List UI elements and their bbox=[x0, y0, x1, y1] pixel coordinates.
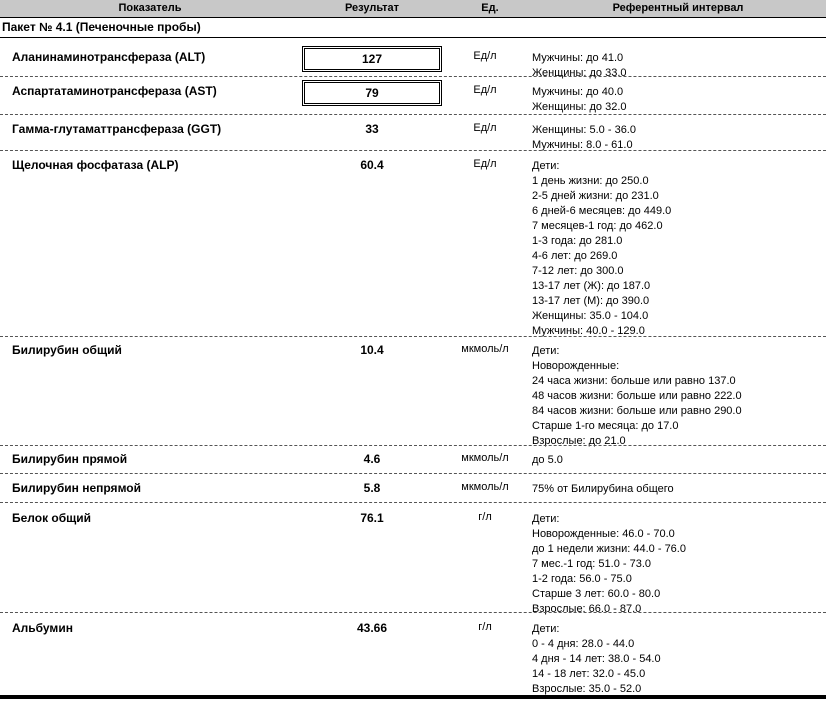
reference-line: 4 дня - 14 лет: 38.0 - 54.0 bbox=[532, 653, 661, 665]
row-separator bbox=[0, 445, 826, 446]
reference-line: Женщины: до 33.0 bbox=[532, 67, 627, 79]
reference-interval bbox=[532, 482, 674, 497]
test-name: Щелочная фосфатаза (ALP) bbox=[12, 158, 179, 172]
reference-line: Мужчины: до 40.0 bbox=[532, 86, 624, 98]
reference-line: Взрослые: 35.0 - 52.0 bbox=[532, 683, 642, 695]
unit: Ед/л bbox=[473, 158, 497, 170]
test-name: Альбумин bbox=[12, 621, 73, 635]
reference-line: Женщины: до 32.0 bbox=[532, 101, 627, 113]
result-value: 5.8 bbox=[363, 481, 381, 495]
table-header bbox=[0, 0, 826, 18]
reference-line: 7 месяцев-1 год: до 462.0 bbox=[532, 220, 663, 232]
reference-line: 0 - 4 дня: 28.0 - 44.0 bbox=[532, 638, 635, 650]
reference-line: Новорожденные: bbox=[532, 360, 620, 372]
row-separator bbox=[0, 502, 826, 503]
reference-line: 48 часов жизни: больше или равно 222.0 bbox=[532, 390, 742, 402]
result-value: 43.66 bbox=[356, 621, 388, 635]
result-value: 76.1 bbox=[360, 511, 384, 525]
test-name: Аспартатаминотрансфераза (AST) bbox=[12, 84, 217, 98]
reference-line: Дети: bbox=[532, 623, 560, 635]
reference-line: Мужчины: 40.0 - 129.0 bbox=[532, 325, 645, 337]
divider bbox=[0, 37, 826, 38]
reference-interval bbox=[532, 622, 661, 697]
reference-line: 13-17 лет (М): до 390.0 bbox=[532, 295, 650, 307]
reference-line: Старше 3 лет: 60.0 - 80.0 bbox=[532, 588, 661, 600]
flagged-result-value: 79 bbox=[302, 80, 442, 106]
reference-interval bbox=[532, 159, 671, 339]
reference-line: 84 часов жизни: больше или равно 290.0 bbox=[532, 405, 742, 417]
bottom-divider bbox=[0, 695, 826, 699]
header-name: Показатель bbox=[118, 2, 182, 14]
reference-line: 2-5 дней жизни: до 231.0 bbox=[532, 190, 659, 202]
row-separator bbox=[0, 473, 826, 474]
test-name: Билирубин общий bbox=[12, 343, 122, 357]
reference-line: до 1 недели жизни: 44.0 - 76.0 bbox=[532, 543, 686, 555]
package-title: Пакет № 4.1 (Печеночные пробы) bbox=[2, 20, 201, 34]
row-separator bbox=[0, 150, 826, 151]
result-value: 4.6 bbox=[363, 452, 381, 466]
reference-line: Взрослые: 66.0 - 87.0 bbox=[532, 603, 642, 615]
test-name: Аланинаминотрансфераза (ALT) bbox=[12, 50, 206, 64]
reference-line: 7 мес.-1 год: 51.0 - 73.0 bbox=[532, 558, 652, 570]
row-separator bbox=[0, 336, 826, 337]
reference-line: 24 часа жизни: больше или равно 137.0 bbox=[532, 375, 736, 387]
reference-line: 4-6 лет: до 269.0 bbox=[532, 250, 618, 262]
unit: г/л bbox=[478, 621, 492, 633]
reference-line: Мужчины: 8.0 - 61.0 bbox=[532, 139, 633, 151]
reference-line: до 5.0 bbox=[532, 454, 563, 466]
result-value: 10.4 bbox=[360, 343, 384, 357]
reference-interval bbox=[532, 512, 686, 617]
reference-interval bbox=[532, 453, 563, 468]
reference-line: Новорожденные: 46.0 - 70.0 bbox=[532, 528, 675, 540]
header-reference: Референтный интервал bbox=[612, 2, 744, 14]
reference-interval bbox=[532, 123, 636, 153]
reference-line: Дети: bbox=[532, 513, 560, 525]
reference-line: Женщины: 5.0 - 36.0 bbox=[532, 124, 636, 136]
reference-line: 75% от Билирубина общего bbox=[532, 483, 674, 495]
header-result: Результат bbox=[344, 2, 400, 14]
row-separator bbox=[0, 612, 826, 613]
unit: г/л bbox=[478, 511, 492, 523]
test-name: Билирубин непрямой bbox=[12, 481, 141, 495]
unit: Ед/л bbox=[473, 122, 497, 134]
result-value: 33 bbox=[365, 122, 379, 136]
reference-line: 7-12 лет: до 300.0 bbox=[532, 265, 624, 277]
unit: Ед/л bbox=[473, 84, 497, 96]
unit: мкмоль/л bbox=[461, 452, 509, 464]
reference-line: 1-2 года: 56.0 - 75.0 bbox=[532, 573, 632, 585]
reference-line: 1-3 года: до 281.0 bbox=[532, 235, 623, 247]
result-value: 60.4 bbox=[360, 158, 384, 172]
row-separator bbox=[0, 114, 826, 115]
reference-line: 1 день жизни: до 250.0 bbox=[532, 175, 649, 187]
reference-interval bbox=[532, 85, 627, 115]
reference-line: Женщины: 35.0 - 104.0 bbox=[532, 310, 649, 322]
reference-line: Дети: bbox=[532, 345, 560, 357]
unit: мкмоль/л bbox=[461, 343, 509, 355]
reference-line: Старше 1-го месяца: до 17.0 bbox=[532, 420, 679, 432]
reference-line: 6 дней-6 месяцев: до 449.0 bbox=[532, 205, 672, 217]
reference-line: 13-17 лет (Ж): до 187.0 bbox=[532, 280, 651, 292]
test-name: Белок общий bbox=[12, 511, 92, 525]
reference-line: Взрослые: до 21.0 bbox=[532, 435, 626, 447]
reference-line: Дети: bbox=[532, 160, 560, 172]
header-unit: Ед. bbox=[481, 2, 499, 14]
reference-line: Мужчины: до 41.0 bbox=[532, 52, 624, 64]
reference-interval bbox=[532, 344, 742, 449]
test-name: Гамма-глутаматтрансфераза (GGT) bbox=[12, 122, 222, 136]
reference-line: 14 - 18 лет: 32.0 - 45.0 bbox=[532, 668, 646, 680]
unit: Ед/л bbox=[473, 50, 497, 62]
flagged-result-value: 127 bbox=[302, 46, 442, 72]
test-name: Билирубин прямой bbox=[12, 452, 128, 466]
unit: мкмоль/л bbox=[461, 481, 509, 493]
row-separator bbox=[0, 76, 826, 77]
